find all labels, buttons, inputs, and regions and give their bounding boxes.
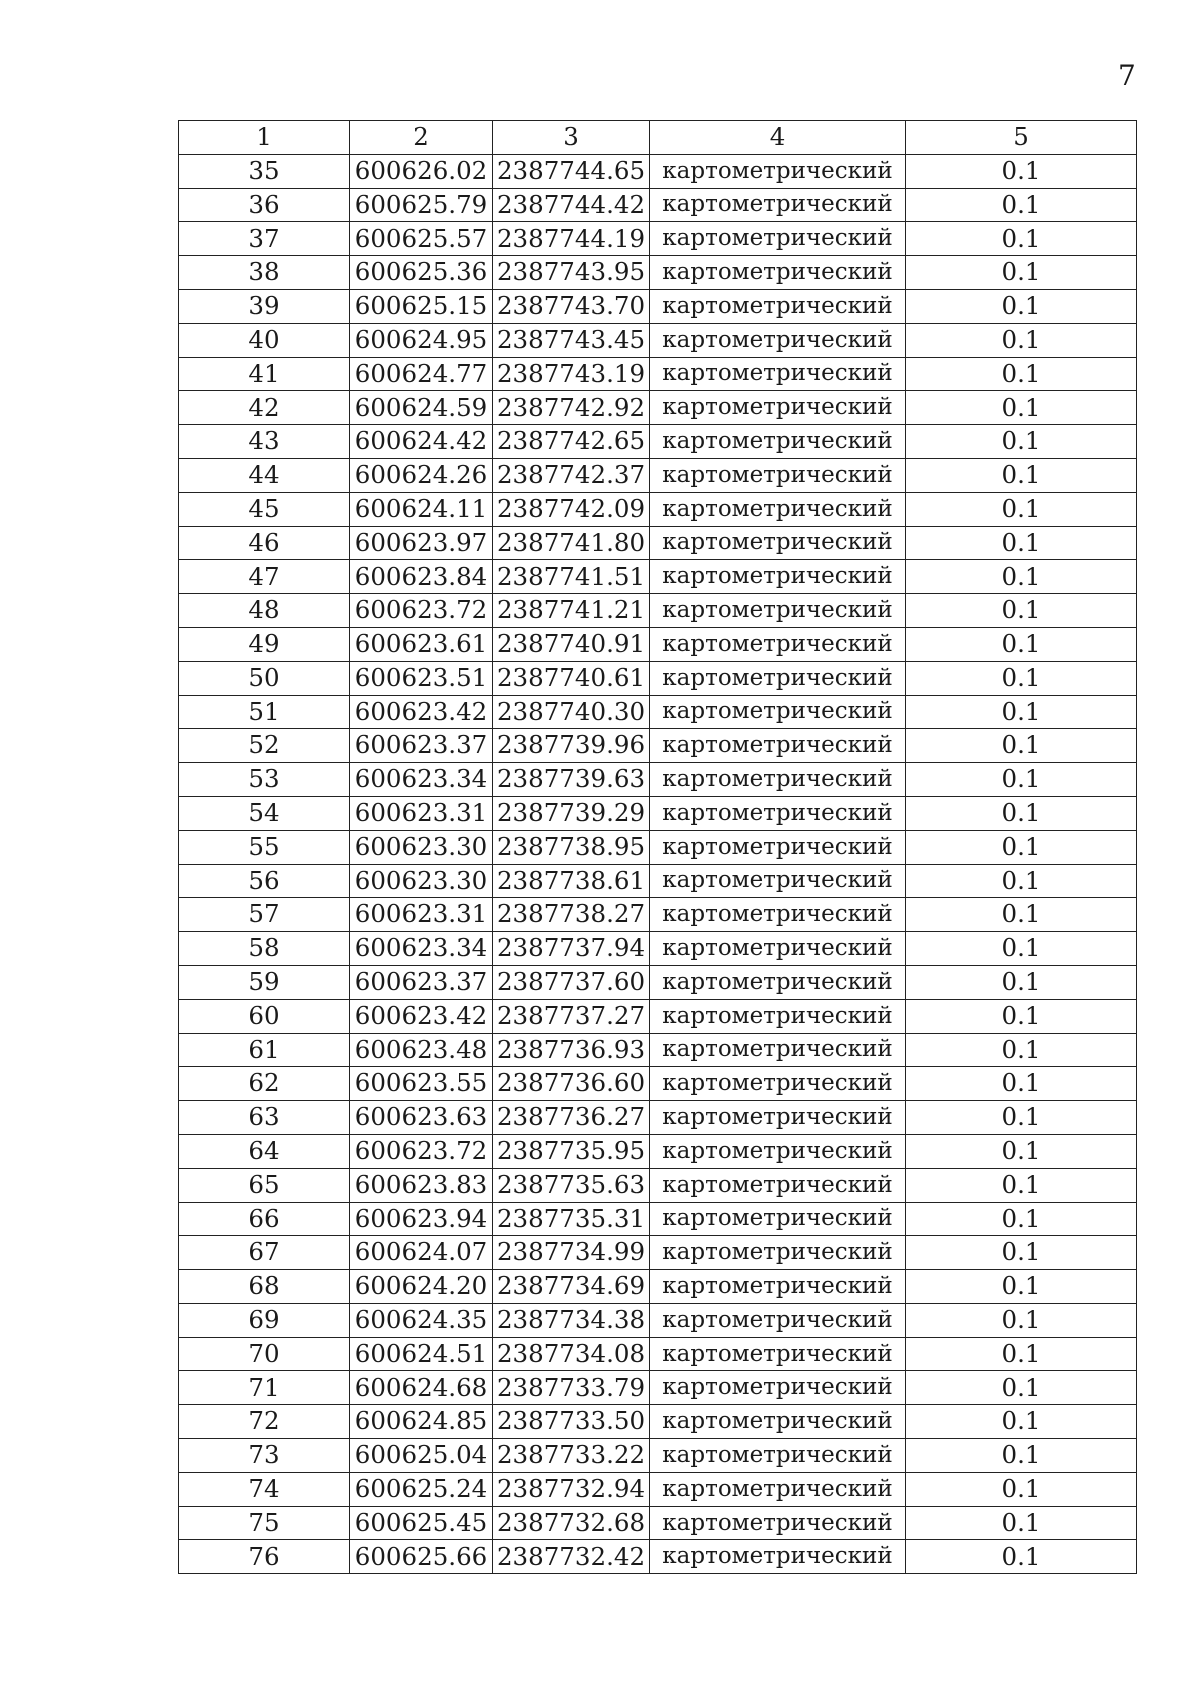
accuracy-cell: 0.1 xyxy=(906,1405,1137,1439)
accuracy-cell: 0.1 xyxy=(906,695,1137,729)
accuracy-cell: 0.1 xyxy=(906,1472,1137,1506)
method-cell: картометрический xyxy=(650,1270,906,1304)
x-coordinate-cell: 600625.15 xyxy=(350,289,493,323)
y-coordinate-cell: 2387736.93 xyxy=(493,1033,650,1067)
method-cell: картометрический xyxy=(650,695,906,729)
table-row xyxy=(179,1371,1137,1405)
y-coordinate-cell: 2387742.92 xyxy=(493,391,650,425)
table-row xyxy=(179,357,1137,391)
point-number-cell: 72 xyxy=(179,1405,350,1439)
method-cell: картометрический xyxy=(650,526,906,560)
point-number-cell: 75 xyxy=(179,1506,350,1540)
method-cell: картометрический xyxy=(650,1472,906,1506)
method-cell: картометрический xyxy=(650,289,906,323)
method-cell: картометрический xyxy=(650,458,906,492)
accuracy-cell: 0.1 xyxy=(906,289,1137,323)
table-row xyxy=(179,1134,1137,1168)
method-cell: картометрический xyxy=(650,425,906,459)
y-coordinate-cell: 2387738.27 xyxy=(493,898,650,932)
accuracy-cell: 0.1 xyxy=(906,1168,1137,1202)
x-coordinate-cell: 600625.66 xyxy=(350,1540,493,1574)
point-number-cell: 50 xyxy=(179,661,350,695)
accuracy-cell: 0.1 xyxy=(906,1101,1137,1135)
accuracy-cell: 0.1 xyxy=(906,188,1137,222)
method-cell: картометрический xyxy=(650,594,906,628)
point-number-cell: 67 xyxy=(179,1236,350,1270)
x-coordinate-cell: 600623.51 xyxy=(350,661,493,695)
table-row xyxy=(179,796,1137,830)
point-number-cell: 43 xyxy=(179,425,350,459)
table-row xyxy=(179,526,1137,560)
point-number-cell: 76 xyxy=(179,1540,350,1574)
y-coordinate-cell: 2387734.69 xyxy=(493,1270,650,1304)
method-cell: картометрический xyxy=(650,661,906,695)
point-number-cell: 38 xyxy=(179,256,350,290)
y-coordinate-cell: 2387734.38 xyxy=(493,1303,650,1337)
point-number-cell: 55 xyxy=(179,830,350,864)
y-coordinate-cell: 2387743.45 xyxy=(493,323,650,357)
table-row xyxy=(179,1101,1137,1135)
accuracy-cell: 0.1 xyxy=(906,830,1137,864)
x-coordinate-cell: 600623.48 xyxy=(350,1033,493,1067)
table-row xyxy=(179,1067,1137,1101)
accuracy-cell: 0.1 xyxy=(906,898,1137,932)
method-cell: картометрический xyxy=(650,1134,906,1168)
table-row xyxy=(179,323,1137,357)
point-number-cell: 64 xyxy=(179,1134,350,1168)
table-row xyxy=(179,763,1137,797)
accuracy-cell: 0.1 xyxy=(906,323,1137,357)
point-number-cell: 47 xyxy=(179,560,350,594)
y-coordinate-cell: 2387744.19 xyxy=(493,222,650,256)
method-cell: картометрический xyxy=(650,864,906,898)
accuracy-cell: 0.1 xyxy=(906,999,1137,1033)
accuracy-cell: 0.1 xyxy=(906,357,1137,391)
point-number-cell: 65 xyxy=(179,1168,350,1202)
accuracy-cell: 0.1 xyxy=(906,594,1137,628)
x-coordinate-cell: 600623.42 xyxy=(350,999,493,1033)
x-coordinate-cell: 600624.42 xyxy=(350,425,493,459)
point-number-cell: 61 xyxy=(179,1033,350,1067)
page-number: 7 xyxy=(1118,59,1136,92)
method-cell: картометрический xyxy=(650,763,906,797)
y-coordinate-cell: 2387743.95 xyxy=(493,256,650,290)
y-coordinate-cell: 2387737.60 xyxy=(493,965,650,999)
y-coordinate-cell: 2387737.27 xyxy=(493,999,650,1033)
accuracy-cell: 0.1 xyxy=(906,222,1137,256)
table-row xyxy=(179,661,1137,695)
x-coordinate-cell: 600624.11 xyxy=(350,492,493,526)
x-coordinate-cell: 600623.31 xyxy=(350,796,493,830)
y-coordinate-cell: 2387741.21 xyxy=(493,594,650,628)
point-number-cell: 53 xyxy=(179,763,350,797)
x-coordinate-cell: 600624.68 xyxy=(350,1371,493,1405)
y-coordinate-cell: 2387742.37 xyxy=(493,458,650,492)
y-coordinate-cell: 2387738.61 xyxy=(493,864,650,898)
accuracy-cell: 0.1 xyxy=(906,391,1137,425)
point-number-cell: 46 xyxy=(179,526,350,560)
table-row xyxy=(179,425,1137,459)
x-coordinate-cell: 600624.26 xyxy=(350,458,493,492)
x-coordinate-cell: 600623.42 xyxy=(350,695,493,729)
method-cell: картометрический xyxy=(650,1371,906,1405)
table-row xyxy=(179,1472,1137,1506)
x-coordinate-cell: 600624.51 xyxy=(350,1337,493,1371)
point-number-cell: 44 xyxy=(179,458,350,492)
point-number-cell: 42 xyxy=(179,391,350,425)
method-cell: картометрический xyxy=(650,391,906,425)
method-cell: картометрический xyxy=(650,1439,906,1473)
table-row xyxy=(179,627,1137,661)
accuracy-cell: 0.1 xyxy=(906,1371,1137,1405)
y-coordinate-cell: 2387732.42 xyxy=(493,1540,650,1574)
y-coordinate-cell: 2387736.60 xyxy=(493,1067,650,1101)
accuracy-cell: 0.1 xyxy=(906,1067,1137,1101)
x-coordinate-cell: 600623.83 xyxy=(350,1168,493,1202)
accuracy-cell: 0.1 xyxy=(906,458,1137,492)
point-number-cell: 60 xyxy=(179,999,350,1033)
point-number-cell: 45 xyxy=(179,492,350,526)
point-number-cell: 51 xyxy=(179,695,350,729)
method-cell: картометрический xyxy=(650,188,906,222)
table-header xyxy=(179,121,1137,155)
x-coordinate-cell: 600625.45 xyxy=(350,1506,493,1540)
table-row xyxy=(179,560,1137,594)
y-coordinate-cell: 2387733.79 xyxy=(493,1371,650,1405)
method-cell: картометрический xyxy=(650,1337,906,1371)
table-row xyxy=(179,1405,1137,1439)
point-number-cell: 54 xyxy=(179,796,350,830)
x-coordinate-cell: 600624.59 xyxy=(350,391,493,425)
method-cell: картометрический xyxy=(650,1303,906,1337)
y-coordinate-cell: 2387744.65 xyxy=(493,154,650,188)
method-cell: картометрический xyxy=(650,729,906,763)
y-coordinate-cell: 2387739.96 xyxy=(493,729,650,763)
table-row xyxy=(179,1236,1137,1270)
x-coordinate-cell: 600625.04 xyxy=(350,1439,493,1473)
point-number-cell: 58 xyxy=(179,932,350,966)
method-cell: картометрический xyxy=(650,560,906,594)
header-col-5: 5 xyxy=(906,121,1137,155)
point-number-cell: 62 xyxy=(179,1067,350,1101)
method-cell: картометрический xyxy=(650,256,906,290)
table-row xyxy=(179,999,1137,1033)
table-row xyxy=(179,1337,1137,1371)
point-number-cell: 59 xyxy=(179,965,350,999)
x-coordinate-cell: 600623.97 xyxy=(350,526,493,560)
accuracy-cell: 0.1 xyxy=(906,560,1137,594)
table-row xyxy=(179,695,1137,729)
table-row xyxy=(179,289,1137,323)
table-row xyxy=(179,729,1137,763)
accuracy-cell: 0.1 xyxy=(906,627,1137,661)
table-row xyxy=(179,391,1137,425)
point-number-cell: 52 xyxy=(179,729,350,763)
y-coordinate-cell: 2387744.42 xyxy=(493,188,650,222)
header-col-2: 2 xyxy=(350,121,493,155)
point-number-cell: 35 xyxy=(179,154,350,188)
y-coordinate-cell: 2387738.95 xyxy=(493,830,650,864)
method-cell: картометрический xyxy=(650,222,906,256)
table-row xyxy=(179,1540,1137,1574)
table-row xyxy=(179,154,1137,188)
method-cell: картометрический xyxy=(650,154,906,188)
x-coordinate-cell: 600623.84 xyxy=(350,560,493,594)
point-number-cell: 39 xyxy=(179,289,350,323)
y-coordinate-cell: 2387740.61 xyxy=(493,661,650,695)
y-coordinate-cell: 2387734.99 xyxy=(493,1236,650,1270)
x-coordinate-cell: 600623.63 xyxy=(350,1101,493,1135)
accuracy-cell: 0.1 xyxy=(906,1236,1137,1270)
point-number-cell: 56 xyxy=(179,864,350,898)
point-number-cell: 41 xyxy=(179,357,350,391)
accuracy-cell: 0.1 xyxy=(906,1033,1137,1067)
y-coordinate-cell: 2387733.22 xyxy=(493,1439,650,1473)
method-cell: картометрический xyxy=(650,830,906,864)
method-cell: картометрический xyxy=(650,1506,906,1540)
y-coordinate-cell: 2387735.95 xyxy=(493,1134,650,1168)
x-coordinate-cell: 600623.72 xyxy=(350,1134,493,1168)
point-number-cell: 37 xyxy=(179,222,350,256)
y-coordinate-cell: 2387735.63 xyxy=(493,1168,650,1202)
accuracy-cell: 0.1 xyxy=(906,154,1137,188)
table-row xyxy=(179,492,1137,526)
x-coordinate-cell: 600626.02 xyxy=(350,154,493,188)
point-number-cell: 71 xyxy=(179,1371,350,1405)
point-number-cell: 49 xyxy=(179,627,350,661)
accuracy-cell: 0.1 xyxy=(906,729,1137,763)
accuracy-cell: 0.1 xyxy=(906,864,1137,898)
x-coordinate-cell: 600624.85 xyxy=(350,1405,493,1439)
method-cell: картометрический xyxy=(650,965,906,999)
x-coordinate-cell: 600623.72 xyxy=(350,594,493,628)
y-coordinate-cell: 2387740.30 xyxy=(493,695,650,729)
y-coordinate-cell: 2387733.50 xyxy=(493,1405,650,1439)
y-coordinate-cell: 2387732.94 xyxy=(493,1472,650,1506)
table-row xyxy=(179,830,1137,864)
x-coordinate-cell: 600624.07 xyxy=(350,1236,493,1270)
x-coordinate-cell: 600623.31 xyxy=(350,898,493,932)
table-row xyxy=(179,594,1137,628)
y-coordinate-cell: 2387741.51 xyxy=(493,560,650,594)
table-row xyxy=(179,1033,1137,1067)
method-cell: картометрический xyxy=(650,1236,906,1270)
table-row xyxy=(179,898,1137,932)
method-cell: картометрический xyxy=(650,1540,906,1574)
point-number-cell: 63 xyxy=(179,1101,350,1135)
point-number-cell: 66 xyxy=(179,1202,350,1236)
point-number-cell: 57 xyxy=(179,898,350,932)
accuracy-cell: 0.1 xyxy=(906,425,1137,459)
method-cell: картометрический xyxy=(650,1033,906,1067)
table-row xyxy=(179,458,1137,492)
table-body xyxy=(179,154,1137,1573)
table-row xyxy=(179,1506,1137,1540)
table-row xyxy=(179,1303,1137,1337)
x-coordinate-cell: 600623.94 xyxy=(350,1202,493,1236)
x-coordinate-cell: 600623.37 xyxy=(350,965,493,999)
accuracy-cell: 0.1 xyxy=(906,763,1137,797)
method-cell: картометрический xyxy=(650,1101,906,1135)
y-coordinate-cell: 2387740.91 xyxy=(493,627,650,661)
x-coordinate-cell: 600623.34 xyxy=(350,763,493,797)
point-number-cell: 68 xyxy=(179,1270,350,1304)
accuracy-cell: 0.1 xyxy=(906,965,1137,999)
y-coordinate-cell: 2387742.65 xyxy=(493,425,650,459)
accuracy-cell: 0.1 xyxy=(906,796,1137,830)
method-cell: картометрический xyxy=(650,323,906,357)
accuracy-cell: 0.1 xyxy=(906,1337,1137,1371)
x-coordinate-cell: 600623.37 xyxy=(350,729,493,763)
method-cell: картометрический xyxy=(650,357,906,391)
header-col-1: 1 xyxy=(179,121,350,155)
x-coordinate-cell: 600623.34 xyxy=(350,932,493,966)
point-number-cell: 74 xyxy=(179,1472,350,1506)
x-coordinate-cell: 600624.77 xyxy=(350,357,493,391)
y-coordinate-cell: 2387739.63 xyxy=(493,763,650,797)
accuracy-cell: 0.1 xyxy=(906,1540,1137,1574)
point-number-cell: 73 xyxy=(179,1439,350,1473)
accuracy-cell: 0.1 xyxy=(906,661,1137,695)
method-cell: картометрический xyxy=(650,1168,906,1202)
table-row xyxy=(179,188,1137,222)
coordinates-table xyxy=(178,120,1137,1574)
accuracy-cell: 0.1 xyxy=(906,1439,1137,1473)
point-number-cell: 48 xyxy=(179,594,350,628)
y-coordinate-cell: 2387743.19 xyxy=(493,357,650,391)
y-coordinate-cell: 2387742.09 xyxy=(493,492,650,526)
method-cell: картометрический xyxy=(650,1405,906,1439)
table-row xyxy=(179,932,1137,966)
x-coordinate-cell: 600623.55 xyxy=(350,1067,493,1101)
point-number-cell: 70 xyxy=(179,1337,350,1371)
accuracy-cell: 0.1 xyxy=(906,932,1137,966)
header-col-4: 4 xyxy=(650,121,906,155)
x-coordinate-cell: 600624.95 xyxy=(350,323,493,357)
method-cell: картометрический xyxy=(650,1067,906,1101)
point-number-cell: 69 xyxy=(179,1303,350,1337)
method-cell: картометрический xyxy=(650,796,906,830)
x-coordinate-cell: 600624.20 xyxy=(350,1270,493,1304)
y-coordinate-cell: 2387743.70 xyxy=(493,289,650,323)
accuracy-cell: 0.1 xyxy=(906,492,1137,526)
table-row xyxy=(179,1439,1137,1473)
y-coordinate-cell: 2387739.29 xyxy=(493,796,650,830)
accuracy-cell: 0.1 xyxy=(906,1303,1137,1337)
method-cell: картометрический xyxy=(650,627,906,661)
x-coordinate-cell: 600625.24 xyxy=(350,1472,493,1506)
method-cell: картометрический xyxy=(650,999,906,1033)
header-col-3: 3 xyxy=(493,121,650,155)
accuracy-cell: 0.1 xyxy=(906,256,1137,290)
table-row xyxy=(179,864,1137,898)
table-row xyxy=(179,1168,1137,1202)
point-number-cell: 36 xyxy=(179,188,350,222)
method-cell: картометрический xyxy=(650,898,906,932)
table-row xyxy=(179,965,1137,999)
accuracy-cell: 0.1 xyxy=(906,1270,1137,1304)
point-number-cell: 40 xyxy=(179,323,350,357)
accuracy-cell: 0.1 xyxy=(906,526,1137,560)
table-row xyxy=(179,222,1137,256)
method-cell: картометрический xyxy=(650,492,906,526)
x-coordinate-cell: 600623.30 xyxy=(350,864,493,898)
y-coordinate-cell: 2387737.94 xyxy=(493,932,650,966)
x-coordinate-cell: 600624.35 xyxy=(350,1303,493,1337)
x-coordinate-cell: 600623.30 xyxy=(350,830,493,864)
accuracy-cell: 0.1 xyxy=(906,1506,1137,1540)
accuracy-cell: 0.1 xyxy=(906,1202,1137,1236)
x-coordinate-cell: 600625.57 xyxy=(350,222,493,256)
table-row xyxy=(179,256,1137,290)
x-coordinate-cell: 600625.79 xyxy=(350,188,493,222)
y-coordinate-cell: 2387732.68 xyxy=(493,1506,650,1540)
y-coordinate-cell: 2387736.27 xyxy=(493,1101,650,1135)
y-coordinate-cell: 2387734.08 xyxy=(493,1337,650,1371)
table-row xyxy=(179,1202,1137,1236)
x-coordinate-cell: 600623.61 xyxy=(350,627,493,661)
accuracy-cell: 0.1 xyxy=(906,1134,1137,1168)
y-coordinate-cell: 2387735.31 xyxy=(493,1202,650,1236)
method-cell: картометрический xyxy=(650,1202,906,1236)
x-coordinate-cell: 600625.36 xyxy=(350,256,493,290)
table-row xyxy=(179,1270,1137,1304)
header-row xyxy=(179,121,1137,155)
y-coordinate-cell: 2387741.80 xyxy=(493,526,650,560)
method-cell: картометрический xyxy=(650,932,906,966)
